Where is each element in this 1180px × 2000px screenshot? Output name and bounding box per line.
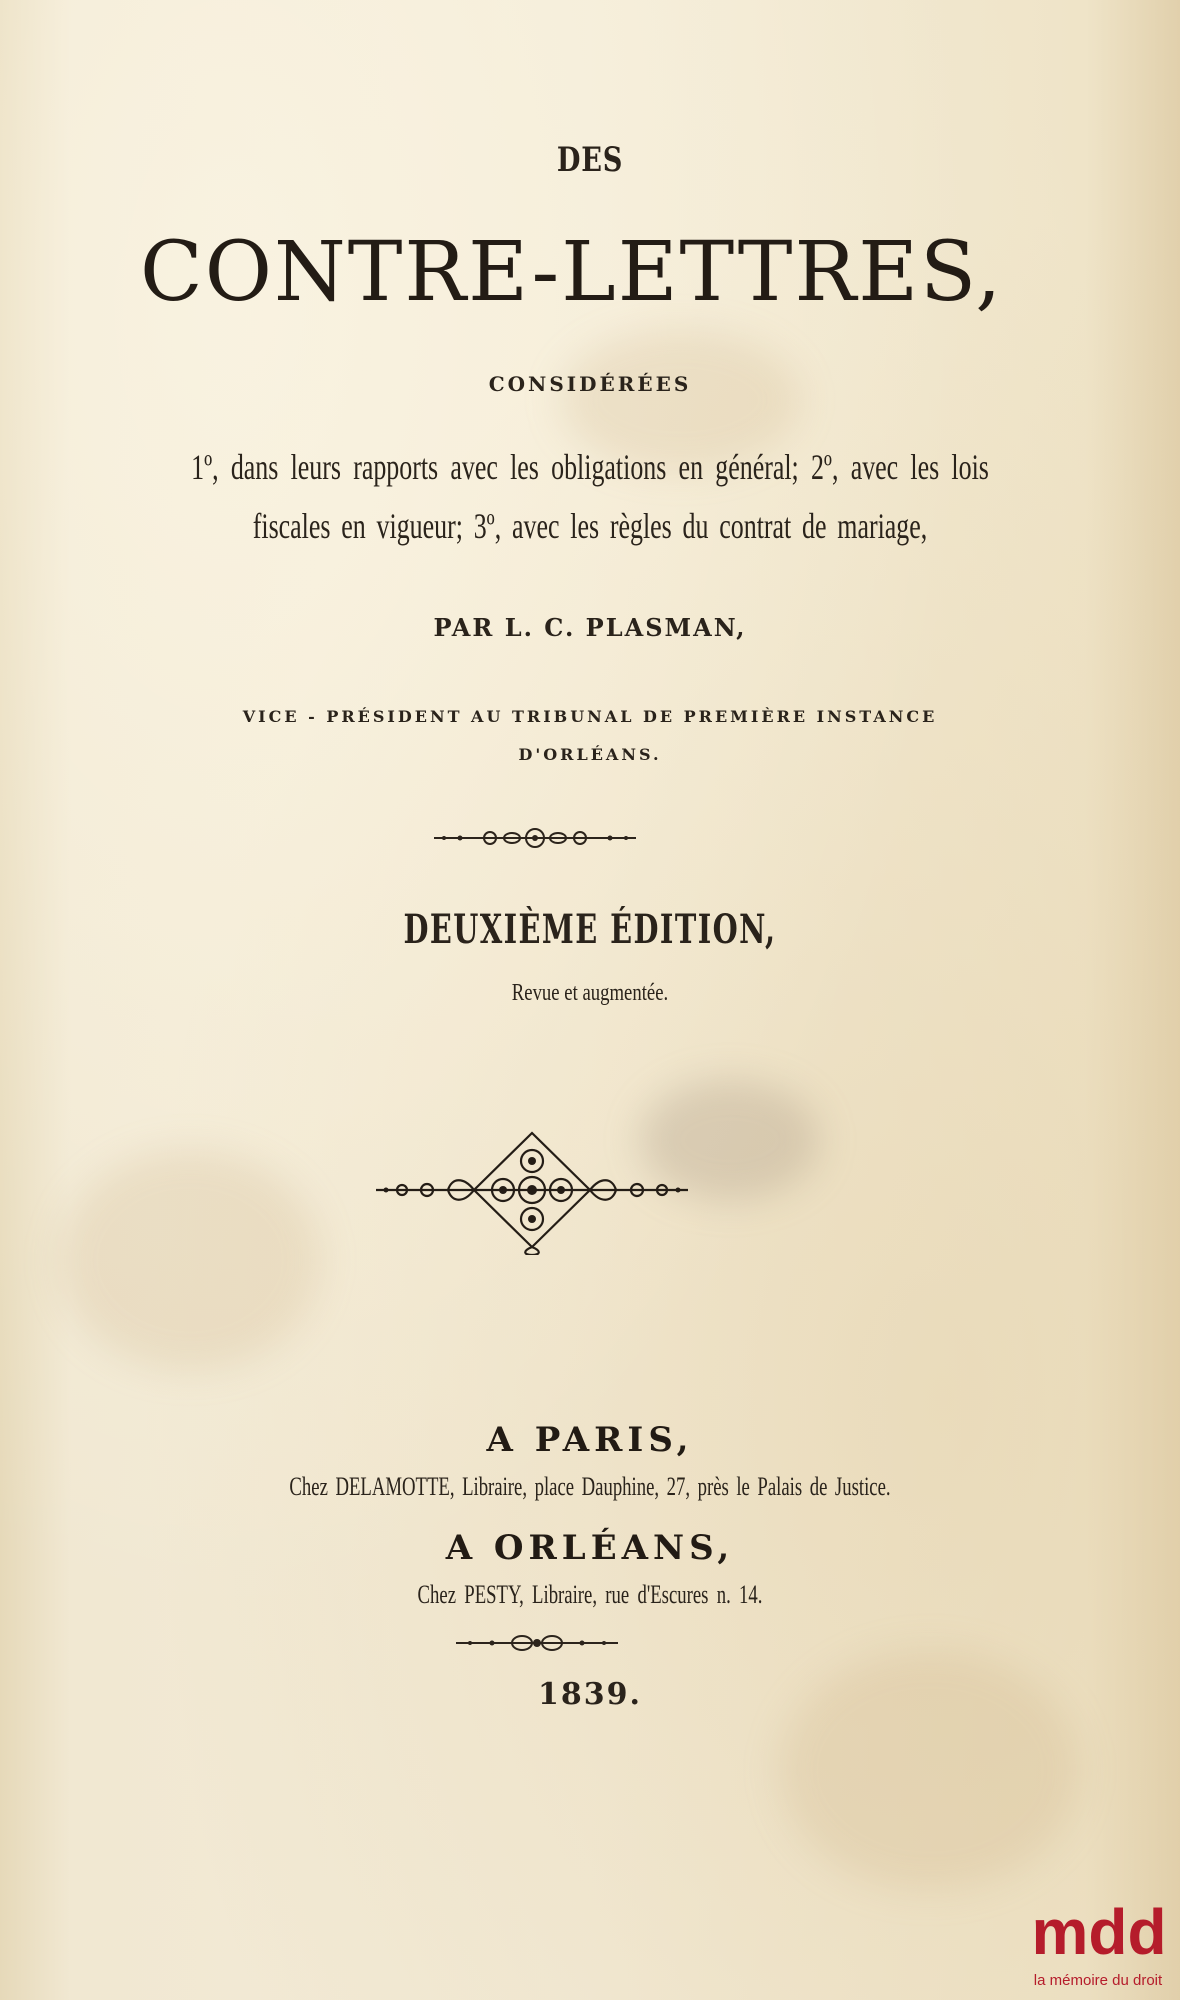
author-role-line-1: VICE - PRÉSIDENT AU TRIBUNAL DE PREMIÈRE INSTANCE [242, 707, 938, 726]
mdd-watermark-logo [1018, 1890, 1178, 2000]
author-role-line-2: D'ORLÉANS. [518, 745, 662, 764]
logo-tagline: la mémoire du droit [1033, 1972, 1163, 1989]
publisher-paris: Chez DELAMOTTE, Libraire, place Dauphine, 27, près le Palais de Justice. [289, 1472, 891, 1501]
edition-note: Revue et augmentée. [511, 980, 669, 1006]
paper-stain [60, 1150, 320, 1370]
publisher-orleans: Chez PESTY, Libraire, rue d'Escures n. 14. [417, 1580, 763, 1609]
logo-letters: mdd [1031, 1896, 1167, 1968]
city-orleans: A ORLÉANS, [445, 1528, 735, 1568]
subtitle-line-1: 1º, dans leurs rapports avec les obligations en général; 2º, avec les lois [191, 447, 989, 487]
edition-title: DEUXIÈME ÉDITION, [403, 906, 777, 953]
publication-year: 1839. [538, 1677, 642, 1712]
title-des: DES [556, 140, 624, 180]
city-paris: A PARIS, [486, 1420, 694, 1460]
title-considerees: CONSIDÉRÉES [488, 372, 692, 396]
small-ornament-divider [430, 823, 640, 853]
main-title: CONTRE-LETTRES, [140, 225, 1004, 320]
subtitle-line-2: fiscales en vigueur; 3º, avec les règles du contrat de mariage, [252, 506, 928, 546]
small-ornament-divider [452, 1630, 622, 1656]
author-line: PAR L. C. PLASMAN, [433, 613, 747, 642]
mdd-logo-icon [1024, 1890, 1174, 1970]
floral-ornament [372, 1125, 692, 1255]
